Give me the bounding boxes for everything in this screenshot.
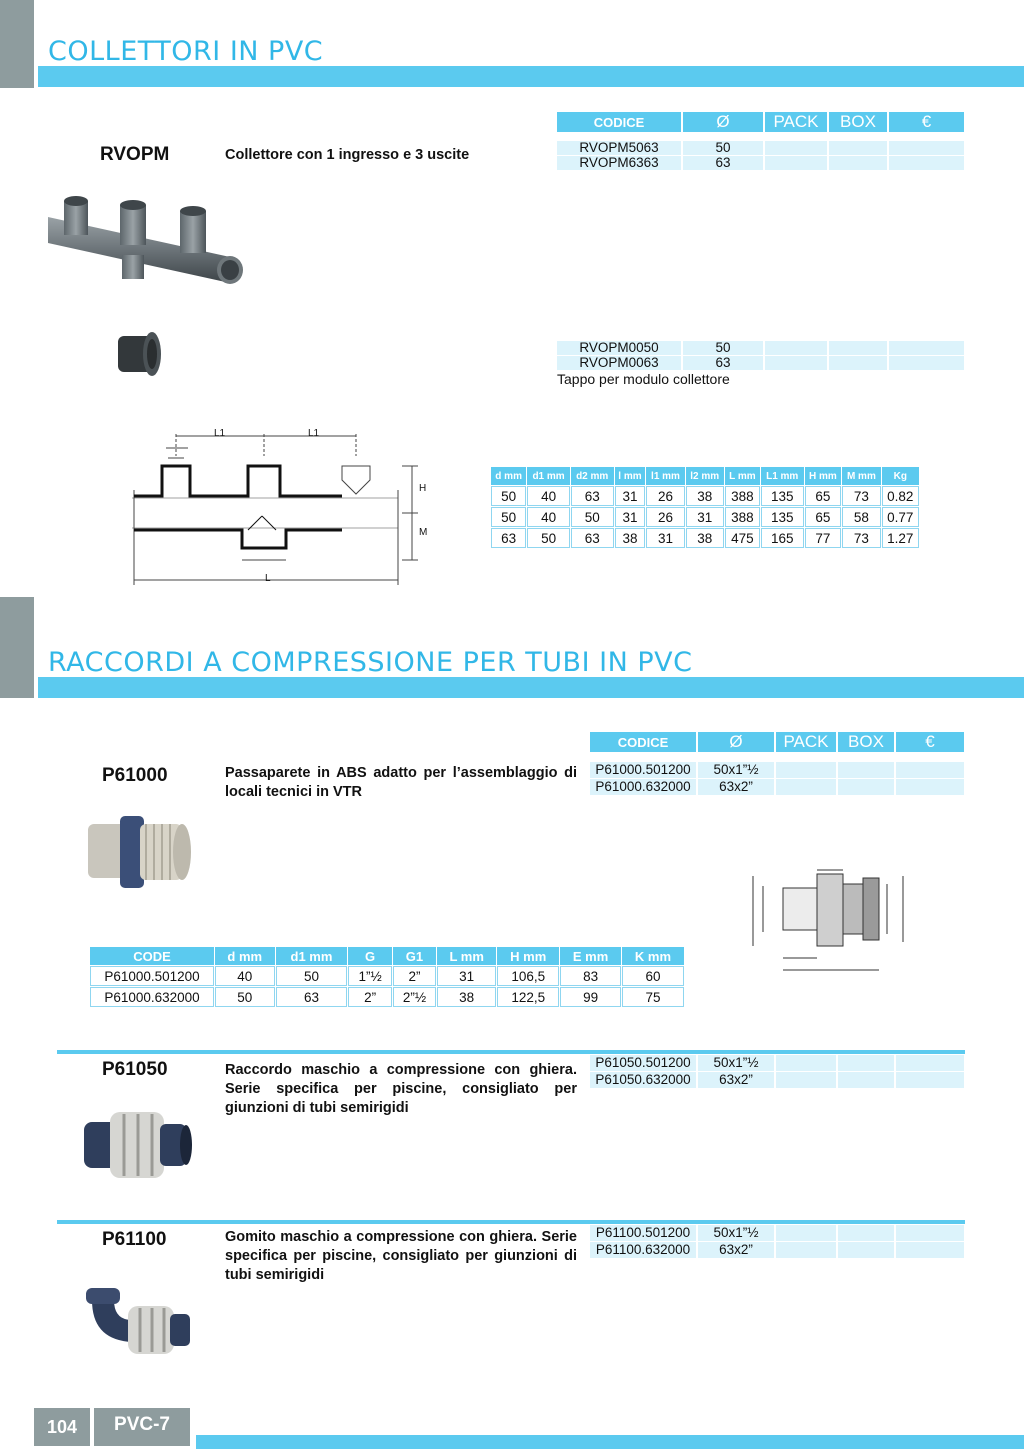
- product-description: Gomito maschio a compressione con ghiera. Serie specifica per piscine, consigliato per giunzioni di tubi semirigidi: [225, 1229, 577, 1283]
- cell: 106,5: [497, 966, 559, 986]
- cell: 50: [491, 507, 526, 527]
- cell: 2”: [348, 987, 391, 1007]
- cap-image: [112, 326, 164, 378]
- table-row: [590, 1055, 964, 1071]
- col-header: BOX: [838, 732, 894, 752]
- table-row: [557, 341, 964, 355]
- cell: 63: [491, 528, 526, 548]
- cell: 38: [615, 528, 646, 548]
- col-header: d2 mm: [571, 467, 614, 485]
- col-header: CODE: [90, 947, 214, 965]
- cell: 73: [842, 528, 880, 548]
- cell: 83: [560, 966, 621, 986]
- col-header: G1: [393, 947, 436, 965]
- col-header: L1 mm: [761, 467, 804, 485]
- cell: 38: [437, 987, 496, 1007]
- section-title-band: [38, 677, 1024, 698]
- section-sidebar: [0, 0, 34, 88]
- col-header: €: [889, 112, 964, 132]
- col-header: d mm: [215, 947, 275, 965]
- cell: 475: [725, 528, 760, 548]
- cell: 38: [686, 528, 724, 548]
- price-table-rows: [588, 761, 966, 796]
- manifold-technical-drawing: [112, 420, 442, 590]
- footer-section-label: PVC-7: [94, 1408, 190, 1446]
- cell: 0.82: [882, 486, 919, 506]
- cell: 50: [527, 528, 570, 548]
- col-header: €: [896, 732, 964, 752]
- price-table-header: [555, 110, 966, 134]
- table-row: [90, 987, 684, 1007]
- dimensions-table: [490, 466, 920, 549]
- cell: 2”: [393, 966, 436, 986]
- cap-table-rows: [555, 340, 966, 371]
- cell: 99: [560, 987, 621, 1007]
- col-header: BOX: [829, 112, 887, 132]
- cell-code: P61000.501200: [590, 762, 696, 778]
- cell: 50: [276, 966, 348, 986]
- cell-dia: 63x2”: [698, 779, 774, 795]
- cell-dia: 63: [683, 156, 763, 170]
- table-row: [590, 779, 964, 795]
- cell: 38: [686, 486, 724, 506]
- cell: 135: [761, 507, 804, 527]
- cell: 50: [571, 507, 614, 527]
- cell-dia: 50: [683, 141, 763, 155]
- cell: 63: [571, 528, 614, 548]
- col-header: PACK: [776, 732, 836, 752]
- table-row: [491, 486, 919, 506]
- product-code: RVOPM: [100, 144, 170, 165]
- price-table-rows: [588, 1224, 966, 1259]
- p61100-image: [82, 1280, 197, 1360]
- cell: 26: [646, 507, 684, 527]
- cell: 122,5: [497, 987, 559, 1007]
- cell: 31: [437, 966, 496, 986]
- col-header: Ø: [683, 112, 763, 132]
- cell-dia: 50: [683, 341, 763, 355]
- table-row: [590, 1072, 964, 1088]
- product-code: P61050: [102, 1059, 168, 1080]
- manifold-image: [40, 195, 250, 285]
- col-header: l1 mm: [646, 467, 684, 485]
- col-header: M mm: [842, 467, 880, 485]
- cell: 388: [725, 507, 760, 527]
- drawing-label-l1b: L1: [308, 428, 320, 439]
- cell: 40: [215, 966, 275, 986]
- cell: 31: [686, 507, 724, 527]
- p61000-technical-drawing: [745, 866, 920, 976]
- cell: 77: [805, 528, 842, 548]
- col-header: CODICE: [590, 732, 696, 752]
- cell-dia: 50x1”½: [698, 762, 774, 778]
- table-row: [557, 356, 964, 370]
- cell: 31: [646, 528, 684, 548]
- cell-code: RVOPM0050: [557, 341, 681, 355]
- col-header: K mm: [622, 947, 684, 965]
- section-title-band: [38, 66, 1024, 87]
- cell: 40: [527, 486, 570, 506]
- cell: 135: [761, 486, 804, 506]
- cell: 50: [215, 987, 275, 1007]
- table-row: [491, 507, 919, 527]
- cell-dia: 50x1”½: [698, 1225, 774, 1241]
- col-header: E mm: [560, 947, 621, 965]
- cell-code: P61050.632000: [590, 1072, 696, 1088]
- table-row: [590, 762, 964, 778]
- p61000-dimensions-table: [89, 946, 685, 1008]
- col-header: l2 mm: [686, 467, 724, 485]
- cell: 58: [842, 507, 880, 527]
- drawing-label-h: H: [419, 483, 427, 494]
- col-header: d1 mm: [527, 467, 570, 485]
- product-code: P61100: [102, 1229, 167, 1250]
- table-row: [590, 1242, 964, 1258]
- cell-code: RVOPM0063: [557, 356, 681, 370]
- cell: 63: [276, 987, 348, 1007]
- cell: 1”½: [348, 966, 391, 986]
- col-header: Ø: [698, 732, 774, 752]
- col-header: d1 mm: [276, 947, 348, 965]
- cell: 65: [805, 486, 842, 506]
- page-number: 104: [34, 1408, 90, 1446]
- drawing-label-l1a: L1: [214, 428, 226, 439]
- section-sidebar: [0, 597, 34, 698]
- cell: 388: [725, 486, 760, 506]
- cell: 31: [615, 507, 646, 527]
- cell-code: RVOPM6363: [557, 156, 681, 170]
- cell: P61000.632000: [90, 987, 214, 1007]
- section-title: RACCORDI A COMPRESSIONE PER TUBI IN PVC: [48, 647, 693, 678]
- col-header: Kg: [882, 467, 919, 485]
- price-table-header: [588, 730, 966, 754]
- cell: 75: [622, 987, 684, 1007]
- cell-dia: 63x2”: [698, 1072, 774, 1088]
- cell: 1.27: [882, 528, 919, 548]
- col-header: L mm: [725, 467, 760, 485]
- cell: 31: [615, 486, 646, 506]
- cell-code: RVOPM5063: [557, 141, 681, 155]
- cell: 26: [646, 486, 684, 506]
- cell: 65: [805, 507, 842, 527]
- cell: P61000.501200: [90, 966, 214, 986]
- cell: 0.77: [882, 507, 919, 527]
- table-row: [491, 528, 919, 548]
- cell-code: P61100.632000: [590, 1242, 696, 1258]
- drawing-label-l: L: [265, 573, 271, 584]
- p61050-image: [80, 1102, 195, 1187]
- cell-dia: 63: [683, 356, 763, 370]
- cell: 40: [527, 507, 570, 527]
- col-header: PACK: [765, 112, 827, 132]
- col-header: H mm: [805, 467, 842, 485]
- cell: 60: [622, 966, 684, 986]
- cell-code: P61100.501200: [590, 1225, 696, 1241]
- cell-dia: 50x1”½: [698, 1055, 774, 1071]
- cell-code: P61000.632000: [590, 779, 696, 795]
- section-title: COLLETTORI IN PVC: [48, 36, 324, 67]
- cell: 63: [571, 486, 614, 506]
- cell: 165: [761, 528, 804, 548]
- price-table-rows: [555, 140, 966, 171]
- drawing-label-m: M: [419, 527, 428, 538]
- cell-code: P61050.501200: [590, 1055, 696, 1071]
- cell: 2”½: [393, 987, 436, 1007]
- product-description: Collettore con 1 ingresso e 3 uscite: [225, 147, 470, 163]
- col-header: l mm: [615, 467, 646, 485]
- col-header: CODICE: [557, 112, 681, 132]
- table-row: [557, 141, 964, 155]
- product-description: Raccordo maschio a compressione con ghiera. Serie specifica per piscine, consigliato per giunzioni di tubi semirigidi: [225, 1062, 577, 1116]
- price-table-rows: [588, 1054, 966, 1089]
- col-header: H mm: [497, 947, 559, 965]
- cap-note: Tappo per modulo collettore: [557, 371, 730, 387]
- cell-dia: 63x2”: [698, 1242, 774, 1258]
- col-header: d mm: [491, 467, 526, 485]
- table-row: [590, 1225, 964, 1241]
- table-row: [557, 156, 964, 170]
- table-row: [90, 966, 684, 986]
- product-code: P61000: [102, 765, 168, 786]
- cell: 50: [491, 486, 526, 506]
- product-description: Passaparete in ABS adatto per l’assemblaggio di locali tecnici in VTR: [225, 765, 577, 800]
- p61000-image: [80, 810, 200, 900]
- col-header: G: [348, 947, 391, 965]
- cell: 73: [842, 486, 880, 506]
- col-header: L mm: [437, 947, 496, 965]
- footer-band: [196, 1435, 1024, 1449]
